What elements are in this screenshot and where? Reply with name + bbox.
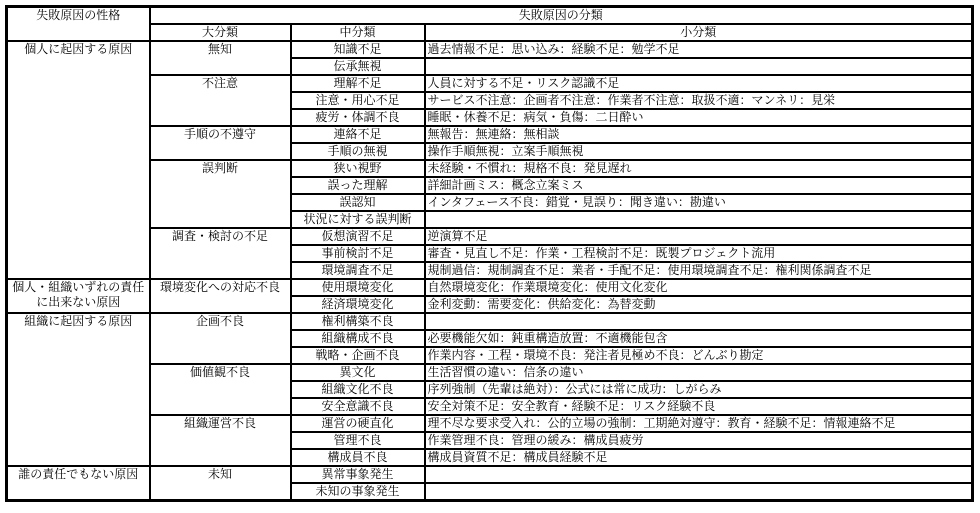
header-nature: 失敗原因の性格: [7, 7, 150, 42]
table-row: [7, 126, 973, 143]
header-row-2: [7, 24, 973, 41]
table-body: [7, 41, 973, 501]
table-row: [7, 364, 973, 381]
major-category-cell: 調査・検討の不足: [150, 228, 291, 279]
middle-category-cell: 使用環境変化: [291, 279, 425, 296]
minor-category-cell: 睡眠・休養不足：病気・負傷：二日酔い: [425, 109, 973, 126]
middle-category-cell: 構成員不良: [291, 449, 425, 466]
major-category-cell: 無知: [150, 41, 291, 75]
nature-cell: 個人・組織いずれの責任に出来ない原因: [7, 279, 150, 313]
minor-category-cell: 作業内容・工程・環境不良：発注者見極め不良：どんぶり勘定: [425, 347, 973, 364]
middle-category-cell: 知識不足: [291, 41, 425, 58]
middle-category-cell: 組織文化不良: [291, 381, 425, 398]
minor-category-cell: 自然環境変化：作業環境変化：使用文化変化: [425, 279, 973, 296]
header-minor-category: 小分類: [425, 24, 973, 41]
middle-category-cell: 誤認知: [291, 194, 425, 211]
nature-cell: 個人に起因する原因: [7, 41, 150, 279]
minor-category-cell: 必要機能欠如：鈍重構造放置：不適機能包含: [425, 330, 973, 347]
major-category-cell: 手順の不遵守: [150, 126, 291, 160]
header-classification: 失敗原因の分類: [150, 7, 973, 25]
table-header: [7, 7, 973, 42]
middle-category-cell: 事前検討不足: [291, 245, 425, 262]
minor-category-cell: 理不尽な要求受入れ：公的立場の強制：工期絶対遵守：教育・経験不足：情報連絡不足: [425, 415, 973, 432]
middle-category-cell: 経済環境変化: [291, 296, 425, 313]
middle-category-cell: 管理不良: [291, 432, 425, 449]
table-row: [7, 160, 973, 177]
table-row: [7, 41, 973, 58]
middle-category-cell: 運営の硬直化: [291, 415, 425, 432]
minor-category-cell: サービス不注意：企画者不注意：作業者不注意：取扱不適：マンネリ：見栄: [425, 92, 973, 109]
table-row: [7, 466, 973, 483]
major-category-cell: 企画不良: [150, 313, 291, 364]
table-row: [7, 279, 973, 296]
middle-category-cell: 疲労・体調不良: [291, 109, 425, 126]
middle-category-cell: 狭い視野: [291, 160, 425, 177]
middle-category-cell: 権利構築不良: [291, 313, 425, 330]
middle-category-cell: 戦略・企画不良: [291, 347, 425, 364]
minor-category-cell: [425, 313, 973, 330]
minor-category-cell: 人員に対する不足・リスク認識不足: [425, 75, 973, 92]
table-row: [7, 75, 973, 92]
middle-category-cell: 理解不足: [291, 75, 425, 92]
table-row: [7, 313, 973, 330]
minor-category-cell: 構成員資質不足：構成員経験不足: [425, 449, 973, 466]
middle-category-cell: 注意・用心不足: [291, 92, 425, 109]
major-category-cell: 組織運営不良: [150, 415, 291, 466]
middle-category-cell: 組織構成不良: [291, 330, 425, 347]
table-row: [7, 228, 973, 245]
major-category-cell: 未知: [150, 466, 291, 501]
minor-category-cell: 生活習慣の違い：信条の違い: [425, 364, 973, 381]
middle-category-cell: 手順の無視: [291, 143, 425, 160]
nature-cell: 誰の責任でもない原因: [7, 466, 150, 501]
major-category-cell: 誤判断: [150, 160, 291, 228]
major-category-cell: 価値観不良: [150, 364, 291, 415]
minor-category-cell: 無報告：無連絡：無相談: [425, 126, 973, 143]
middle-category-cell: 状況に対する誤判断: [291, 211, 425, 228]
minor-category-cell: インタフェース不良：錯覚・見誤り：聞き違い：勘違い: [425, 194, 973, 211]
minor-category-cell: 金利変動：需要変化：供給変化：為替変動: [425, 296, 973, 313]
minor-category-cell: 詳細計画ミス：概念立案ミス: [425, 177, 973, 194]
minor-category-cell: 操作手順無視：立案手順無視: [425, 143, 973, 160]
minor-category-cell: 審査・見直し不足：作業・工程検討不足：既製プロジェクト流用: [425, 245, 973, 262]
minor-category-cell: [425, 483, 973, 501]
middle-category-cell: 誤った理解: [291, 177, 425, 194]
minor-category-cell: 未経験・不慣れ：規格不良：発見遅れ: [425, 160, 973, 177]
middle-category-cell: 未知の事象発生: [291, 483, 425, 501]
minor-category-cell: 序列強制（先輩は絶対）：公式には常に成功：しがらみ: [425, 381, 973, 398]
minor-category-cell: 安全対策不足：安全教育・経験不足：リスク経験不良: [425, 398, 973, 415]
middle-category-cell: 伝承無視: [291, 58, 425, 75]
middle-category-cell: 異文化: [291, 364, 425, 381]
minor-category-cell: 過去情報不足：思い込み：経験不足：勉学不足: [425, 41, 973, 58]
table-row: [7, 415, 973, 432]
minor-category-cell: 規制過信：規制調査不足：業者・手配不足：使用環境調査不足：権利関係調査不足: [425, 262, 973, 279]
header-major-category: 大分類: [150, 24, 291, 41]
minor-category-cell: [425, 466, 973, 483]
middle-category-cell: 安全意識不良: [291, 398, 425, 415]
major-category-cell: 環境変化への対応不良: [150, 279, 291, 313]
middle-category-cell: 異常事象発生: [291, 466, 425, 483]
minor-category-cell: 逆演算不足: [425, 228, 973, 245]
middle-category-cell: 仮想演習不足: [291, 228, 425, 245]
minor-category-cell: 作業管理不良：管理の緩み：構成員疲労: [425, 432, 973, 449]
major-category-cell: 不注意: [150, 75, 291, 126]
middle-category-cell: 環境調査不足: [291, 262, 425, 279]
header-row-1: [7, 7, 973, 25]
failure-cause-table: [5, 5, 974, 502]
middle-category-cell: 連絡不足: [291, 126, 425, 143]
nature-cell: 組織に起因する原因: [7, 313, 150, 466]
minor-category-cell: [425, 58, 973, 75]
header-middle-category: 中分類: [291, 24, 425, 41]
minor-category-cell: [425, 211, 973, 228]
